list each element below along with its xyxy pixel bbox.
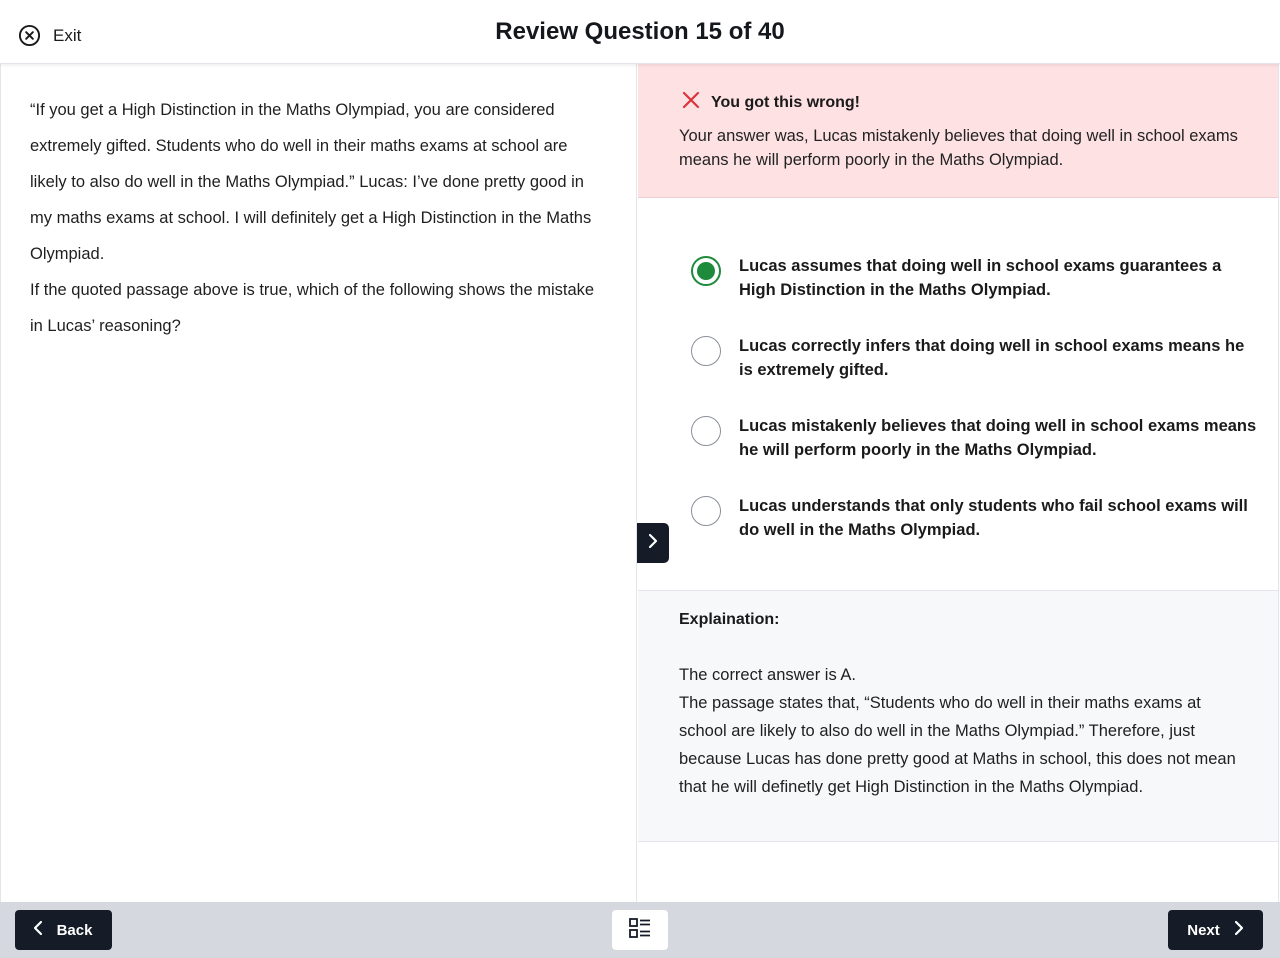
answer-option-d[interactable] — [638, 494, 1278, 554]
top-bar — [0, 0, 1280, 64]
option-label: Lucas understands that only students who fail school exams will do well in the Maths Olympiad. — [739, 497, 1248, 539]
radio-button-selected[interactable] — [691, 256, 721, 286]
question-prompt: If the quoted passage above is true, which of the following shows the mistake in Lucas’ reasoning? — [30, 281, 595, 335]
exit-label: Exit — [53, 25, 82, 45]
back-label: Back — [56, 921, 93, 939]
question-list-button[interactable] — [612, 910, 668, 950]
collapse-panel-button[interactable] — [637, 523, 669, 563]
answer-option-c[interactable] — [638, 414, 1278, 474]
feedback-banner — [638, 64, 1278, 198]
feedback-message: Your answer was, Lucas mistakenly believes that doing well in school exams means he will perform poorly in the Maths Olympiad. — [679, 127, 1238, 169]
next-button[interactable] — [1168, 910, 1263, 950]
page-title: Review Question 15 of 40 — [495, 18, 785, 45]
passage-pane — [0, 64, 637, 902]
explanation-panel — [638, 590, 1278, 842]
radio-button[interactable] — [691, 416, 721, 446]
answer-pane — [638, 64, 1279, 902]
chevron-right-icon — [1234, 920, 1244, 940]
back-button[interactable] — [15, 910, 112, 950]
footer-bar — [0, 902, 1280, 958]
option-label: Lucas mistakenly believes that doing well in school exams means he will perform poorly in the Maths Olympiad. — [739, 417, 1257, 459]
answer-option-a[interactable] — [638, 254, 1278, 314]
feedback-title-row — [682, 91, 860, 114]
x-mark-icon — [682, 91, 700, 114]
radio-button[interactable] — [691, 336, 721, 366]
radio-button[interactable] — [691, 496, 721, 526]
chevron-right-icon — [647, 533, 659, 554]
explanation-text: The passage states that, “Students who do well in their maths exams at school are likely to also do well in the Maths Olympiad.” Therefore, just because Lucas has done pretty good at Maths in school, this does not mean that he will definetly get High Distinction in the Maths Olympiad. — [679, 694, 1236, 796]
passage-text — [30, 92, 600, 344]
option-label: Lucas correctly infers that doing well in school exams means he is extremely gifted. — [739, 337, 1245, 379]
passage-paragraph: “If you get a High Distinction in the Maths Olympiad, you are considered extremely gifted. Students who do well in their maths exams at school are likely to also do well in the Maths Olympiad.” Lucas: I’ve done pretty good in my maths exams at school. I will definitely get a High Distinction in the Maths Olympiad. — [30, 101, 592, 263]
chevron-left-icon — [33, 920, 43, 940]
question-list-icon — [629, 918, 651, 943]
next-label: Next — [1187, 921, 1220, 939]
explanation-answer: The correct answer is A. — [679, 666, 856, 684]
option-label: Lucas assumes that doing well in school exams guarantees a High Distinction in the Maths Olympiad. — [739, 257, 1222, 299]
explanation-body — [679, 661, 1239, 801]
feedback-title: You got this wrong! — [711, 93, 861, 111]
answer-option-b[interactable] — [638, 334, 1278, 394]
explanation-heading: Explaination: — [679, 611, 780, 628]
